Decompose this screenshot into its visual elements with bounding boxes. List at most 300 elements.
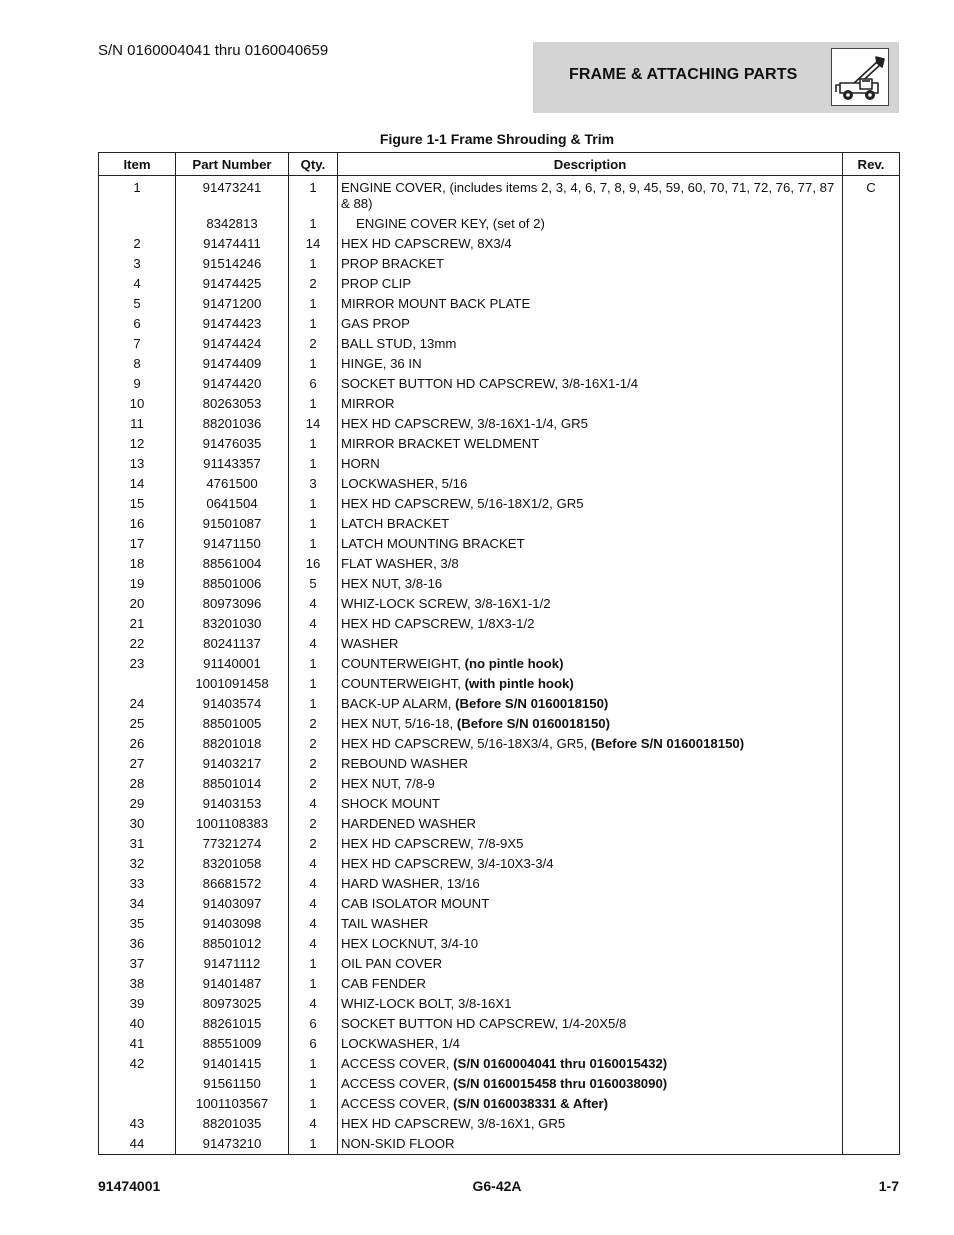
rev-cell <box>843 293 900 313</box>
table-row <box>99 633 900 653</box>
description-text: WASHER <box>341 636 399 651</box>
description-text: OIL PAN COVER <box>341 956 443 971</box>
qty-cell: 1 <box>289 393 338 413</box>
qty-cell: 4 <box>289 1113 338 1133</box>
part-number-cell: 91403097 <box>176 893 289 913</box>
table-row <box>99 1073 900 1093</box>
description-cell <box>338 613 843 633</box>
table-row <box>99 893 900 913</box>
qty-cell: 1 <box>289 953 338 973</box>
description-cell <box>338 533 843 553</box>
rev-cell <box>843 333 900 353</box>
table-row <box>99 473 900 493</box>
description-cell <box>338 1073 843 1093</box>
part-number-cell: 91471150 <box>176 533 289 553</box>
rev-cell <box>843 993 900 1013</box>
qty-cell: 3 <box>289 473 338 493</box>
description-text: HEX HD CAPSCREW, 3/4-10X3-3/4 <box>341 856 554 871</box>
part-number-cell: 80241137 <box>176 633 289 653</box>
description-cell <box>338 176 843 214</box>
table-row <box>99 533 900 553</box>
description-cell <box>338 233 843 253</box>
description-note: (with pintle hook) <box>464 676 574 691</box>
description-text: WHIZ-LOCK SCREW, 3/8-16X1-1/2 <box>341 596 551 611</box>
rev-cell <box>843 493 900 513</box>
rev-cell <box>843 753 900 773</box>
description-text: PROP BRACKET <box>341 256 445 271</box>
qty-cell: 1 <box>289 513 338 533</box>
qty-cell: 1 <box>289 253 338 273</box>
qty-cell: 1 <box>289 313 338 333</box>
item-cell: 41 <box>99 1033 176 1053</box>
description-cell <box>338 593 843 613</box>
column-header-rev: Rev. <box>843 153 900 176</box>
description-text: NON-SKID FLOOR <box>341 1136 455 1151</box>
item-cell: 27 <box>99 753 176 773</box>
rev-cell <box>843 1013 900 1033</box>
description-note: (no pintle hook) <box>464 656 564 671</box>
item-cell: 17 <box>99 533 176 553</box>
description-cell <box>338 253 843 273</box>
part-number-cell: 83201058 <box>176 853 289 873</box>
part-number-cell: 4761500 <box>176 473 289 493</box>
description-text: ACCESS COVER, <box>341 1056 454 1071</box>
part-number-cell: 91403217 <box>176 753 289 773</box>
item-cell: 28 <box>99 773 176 793</box>
table-row <box>99 613 900 633</box>
table-row <box>99 773 900 793</box>
qty-cell: 1 <box>289 1093 338 1113</box>
table-row <box>99 573 900 593</box>
rev-cell: C <box>843 176 900 214</box>
table-row <box>99 1113 900 1133</box>
part-number-cell: 88201018 <box>176 733 289 753</box>
rev-cell <box>843 553 900 573</box>
rev-cell <box>843 813 900 833</box>
item-cell: 18 <box>99 553 176 573</box>
description-cell <box>338 973 843 993</box>
description-text: HEX HD CAPSCREW, 3/8-16X1, GR5 <box>341 1116 566 1131</box>
description-text: TAIL WASHER <box>341 916 429 931</box>
description-cell <box>338 553 843 573</box>
item-cell: 5 <box>99 293 176 313</box>
description-note: (S/N 0160015458 thru 0160038090) <box>453 1076 668 1091</box>
item-cell: 23 <box>99 653 176 673</box>
part-number-cell: 91471112 <box>176 953 289 973</box>
description-cell <box>338 273 843 293</box>
rev-cell <box>843 233 900 253</box>
item-cell: 9 <box>99 373 176 393</box>
qty-cell: 1 <box>289 213 338 233</box>
description-text: BALL STUD, 13mm <box>341 336 457 351</box>
description-text: HEX LOCKNUT, 3/4-10 <box>341 936 479 951</box>
description-text: ENGINE COVER, (includes items 2, 3, 4, 6, 7, 8, 9, 45, 59, 60, 70, 71, 72, 76, 77, 87 & 88) <box>341 180 835 211</box>
table-row <box>99 413 900 433</box>
table-row <box>99 176 900 214</box>
description-note: (Before S/N 0160018150) <box>455 696 609 711</box>
part-number-cell: 91474425 <box>176 273 289 293</box>
footer-model: G6-42A <box>472 1178 522 1194</box>
description-text: FLAT WASHER, 3/8 <box>341 556 459 571</box>
description-cell <box>338 1033 843 1053</box>
table-row <box>99 913 900 933</box>
part-number-cell: 88501012 <box>176 933 289 953</box>
item-cell: 33 <box>99 873 176 893</box>
description-cell <box>338 753 843 773</box>
description-cell <box>338 1133 843 1155</box>
part-number-cell: 80973096 <box>176 593 289 613</box>
part-number-cell: 91473210 <box>176 1133 289 1155</box>
description-cell <box>338 413 843 433</box>
part-number-cell: 88261015 <box>176 1013 289 1033</box>
qty-cell: 2 <box>289 833 338 853</box>
description-text: HEX HD CAPSCREW, 1/8X3-1/2 <box>341 616 535 631</box>
qty-cell: 6 <box>289 1013 338 1033</box>
description-text: MIRROR BRACKET WELDMENT <box>341 436 540 451</box>
part-number-cell: 91471200 <box>176 293 289 313</box>
description-text: HORN <box>341 456 380 471</box>
description-text: HARDENED WASHER <box>341 816 477 831</box>
item-cell <box>99 1093 176 1113</box>
table-row <box>99 513 900 533</box>
part-number-cell: 91514246 <box>176 253 289 273</box>
column-header-item: Item <box>99 153 176 176</box>
item-cell: 6 <box>99 313 176 333</box>
rev-cell <box>843 1133 900 1155</box>
rev-cell <box>843 973 900 993</box>
part-number-cell: 88201036 <box>176 413 289 433</box>
rev-cell <box>843 853 900 873</box>
description-text: HEX NUT, 3/8-16 <box>341 576 443 591</box>
table-row <box>99 333 900 353</box>
description-cell <box>338 913 843 933</box>
part-number-cell: 91140001 <box>176 653 289 673</box>
qty-cell: 1 <box>289 176 338 214</box>
item-cell: 14 <box>99 473 176 493</box>
item-cell: 8 <box>99 353 176 373</box>
qty-cell: 1 <box>289 653 338 673</box>
description-text: GAS PROP <box>341 316 410 331</box>
table-row <box>99 553 900 573</box>
rev-cell <box>843 373 900 393</box>
description-cell <box>338 953 843 973</box>
table-row <box>99 253 900 273</box>
description-cell <box>338 493 843 513</box>
table-row <box>99 373 900 393</box>
part-number-cell: 1001103567 <box>176 1093 289 1113</box>
part-number-cell: 88501005 <box>176 713 289 733</box>
description-cell <box>338 813 843 833</box>
rev-cell <box>843 213 900 233</box>
description-note: (Before S/N 0160018150) <box>456 716 611 731</box>
qty-cell: 1 <box>289 673 338 693</box>
description-text: LOCKWASHER, 1/4 <box>341 1036 460 1051</box>
item-cell <box>99 673 176 693</box>
qty-cell: 2 <box>289 753 338 773</box>
qty-cell: 4 <box>289 613 338 633</box>
description-cell <box>338 313 843 333</box>
description-text: HARD WASHER, 13/16 <box>341 876 480 891</box>
rev-cell <box>843 913 900 933</box>
description-text: HEX NUT, 5/16-18, <box>341 716 457 731</box>
section-title: FRAME & ATTACHING PARTS <box>569 66 798 83</box>
table-row <box>99 713 900 733</box>
rev-cell <box>843 1053 900 1073</box>
qty-cell: 4 <box>289 893 338 913</box>
item-cell: 42 <box>99 1053 176 1073</box>
qty-cell: 2 <box>289 733 338 753</box>
table-row <box>99 453 900 473</box>
table-row <box>99 1093 900 1113</box>
rev-cell <box>843 1073 900 1093</box>
rev-cell <box>843 513 900 533</box>
description-text: LOCKWASHER, 5/16 <box>341 476 468 491</box>
item-cell: 2 <box>99 233 176 253</box>
item-cell <box>99 213 176 233</box>
description-text: LATCH BRACKET <box>341 516 450 531</box>
description-cell <box>338 1013 843 1033</box>
description-text: ACCESS COVER, <box>341 1096 454 1111</box>
table-row <box>99 793 900 813</box>
description-cell <box>338 853 843 873</box>
qty-cell: 4 <box>289 873 338 893</box>
item-cell: 4 <box>99 273 176 293</box>
description-text: SOCKET BUTTON HD CAPSCREW, 1/4-20X5/8 <box>341 1016 627 1031</box>
item-cell: 20 <box>99 593 176 613</box>
rev-cell <box>843 313 900 333</box>
description-text: LATCH MOUNTING BRACKET <box>341 536 525 551</box>
part-number-cell: 8342813 <box>176 213 289 233</box>
part-number-cell: 86681572 <box>176 873 289 893</box>
rev-cell <box>843 653 900 673</box>
description-note: (Before S/N 0160018150) <box>590 736 745 751</box>
qty-cell: 1 <box>289 1133 338 1155</box>
description-text: BACK-UP ALARM, <box>341 696 456 711</box>
rev-cell <box>843 833 900 853</box>
item-cell: 39 <box>99 993 176 1013</box>
rev-cell <box>843 893 900 913</box>
footer-page-number: 1-7 <box>878 1178 899 1194</box>
item-cell: 10 <box>99 393 176 413</box>
table-row <box>99 693 900 713</box>
rev-cell <box>843 673 900 693</box>
rev-cell <box>843 433 900 453</box>
part-number-cell: 0641504 <box>176 493 289 513</box>
qty-cell: 1 <box>289 353 338 373</box>
telehandler-drawing <box>832 49 888 105</box>
qty-cell: 4 <box>289 853 338 873</box>
table-row <box>99 653 900 673</box>
description-text: HEX NUT, 7/8-9 <box>341 776 435 791</box>
description-text: MIRROR MOUNT BACK PLATE <box>341 296 531 311</box>
part-number-cell: 91143357 <box>176 453 289 473</box>
qty-cell: 2 <box>289 713 338 733</box>
part-number-cell: 91403098 <box>176 913 289 933</box>
qty-cell: 2 <box>289 333 338 353</box>
description-cell <box>338 513 843 533</box>
table-row <box>99 953 900 973</box>
qty-cell: 2 <box>289 773 338 793</box>
item-cell: 34 <box>99 893 176 913</box>
description-text: COUNTERWEIGHT, <box>341 656 465 671</box>
telehandler-icon <box>831 48 889 106</box>
part-number-cell: 91474423 <box>176 313 289 333</box>
qty-cell: 5 <box>289 573 338 593</box>
description-cell <box>338 653 843 673</box>
description-cell <box>338 1113 843 1133</box>
table-row <box>99 853 900 873</box>
description-text: HINGE, 36 IN <box>341 356 422 371</box>
description-text: CAB FENDER <box>341 976 426 991</box>
description-note: (S/N 0160004041 thru 0160015432) <box>453 1056 668 1071</box>
part-number-cell: 91473241 <box>176 176 289 214</box>
item-cell: 11 <box>99 413 176 433</box>
rev-cell <box>843 533 900 553</box>
section-header <box>533 42 899 113</box>
description-cell <box>338 693 843 713</box>
part-number-cell: 88501014 <box>176 773 289 793</box>
description-text: HEX HD CAPSCREW, 5/16-18X1/2, GR5 <box>341 496 584 511</box>
qty-cell: 16 <box>289 553 338 573</box>
part-number-cell: 88201035 <box>176 1113 289 1133</box>
serial-range: S/N 0160004041 thru 0160040659 <box>98 42 329 59</box>
qty-cell: 4 <box>289 633 338 653</box>
rev-cell <box>843 693 900 713</box>
table-row <box>99 1053 900 1073</box>
part-number-cell: 91474411 <box>176 233 289 253</box>
description-cell <box>338 1093 843 1113</box>
part-number-cell: 91401415 <box>176 1053 289 1073</box>
qty-cell: 1 <box>289 1073 338 1093</box>
table-row <box>99 393 900 413</box>
description-text: PROP CLIP <box>341 276 412 291</box>
description-text: SOCKET BUTTON HD CAPSCREW, 3/8-16X1-1/4 <box>341 376 639 391</box>
description-cell <box>338 633 843 653</box>
qty-cell: 14 <box>289 413 338 433</box>
table-row <box>99 353 900 373</box>
table-row <box>99 1033 900 1053</box>
table-row <box>99 293 900 313</box>
part-number-cell: 91474420 <box>176 373 289 393</box>
part-number-cell: 91476035 <box>176 433 289 453</box>
rev-cell <box>843 1113 900 1133</box>
description-cell <box>338 733 843 753</box>
description-cell <box>338 873 843 893</box>
qty-cell: 4 <box>289 593 338 613</box>
item-cell: 43 <box>99 1113 176 1133</box>
item-cell: 30 <box>99 813 176 833</box>
rev-cell <box>843 273 900 293</box>
item-cell: 26 <box>99 733 176 753</box>
qty-cell: 1 <box>289 693 338 713</box>
table-row <box>99 313 900 333</box>
description-text: CAB ISOLATOR MOUNT <box>341 896 490 911</box>
rev-cell <box>843 713 900 733</box>
part-number-cell: 1001108383 <box>176 813 289 833</box>
column-header-part-number: Part Number <box>176 153 289 176</box>
qty-cell: 14 <box>289 233 338 253</box>
table-row <box>99 673 900 693</box>
part-number-cell: 88551009 <box>176 1033 289 1053</box>
qty-cell: 1 <box>289 973 338 993</box>
description-cell <box>338 573 843 593</box>
description-cell <box>338 353 843 373</box>
description-text: ENGINE COVER KEY, (set of 2) <box>356 216 545 231</box>
qty-cell: 2 <box>289 813 338 833</box>
description-cell <box>338 473 843 493</box>
item-cell: 25 <box>99 713 176 733</box>
rev-cell <box>843 613 900 633</box>
part-number-cell: 91403153 <box>176 793 289 813</box>
qty-cell: 4 <box>289 933 338 953</box>
qty-cell: 1 <box>289 1053 338 1073</box>
rev-cell <box>843 873 900 893</box>
item-cell: 21 <box>99 613 176 633</box>
item-cell: 3 <box>99 253 176 273</box>
part-number-cell: 91561150 <box>176 1073 289 1093</box>
table-row <box>99 833 900 853</box>
rev-cell <box>843 593 900 613</box>
item-cell: 16 <box>99 513 176 533</box>
item-cell: 31 <box>99 833 176 853</box>
qty-cell: 6 <box>289 373 338 393</box>
rev-cell <box>843 413 900 433</box>
description-cell <box>338 793 843 813</box>
description-cell <box>338 213 843 233</box>
description-cell <box>338 773 843 793</box>
qty-cell: 2 <box>289 273 338 293</box>
table-row <box>99 213 900 233</box>
item-cell: 24 <box>99 693 176 713</box>
rev-cell <box>843 733 900 753</box>
item-cell <box>99 1073 176 1093</box>
item-cell: 35 <box>99 913 176 933</box>
qty-cell: 4 <box>289 993 338 1013</box>
description-text: COUNTERWEIGHT, <box>341 676 465 691</box>
description-text: HEX HD CAPSCREW, 7/8-9X5 <box>341 836 524 851</box>
description-cell <box>338 893 843 913</box>
description-cell <box>338 293 843 313</box>
item-cell: 15 <box>99 493 176 513</box>
item-cell: 1 <box>99 176 176 214</box>
item-cell: 12 <box>99 433 176 453</box>
table-row <box>99 273 900 293</box>
table-row <box>99 873 900 893</box>
part-number-cell: 91403574 <box>176 693 289 713</box>
item-cell: 37 <box>99 953 176 973</box>
rev-cell <box>843 1033 900 1053</box>
item-cell: 19 <box>99 573 176 593</box>
table-row <box>99 753 900 773</box>
table-row <box>99 493 900 513</box>
qty-cell: 1 <box>289 293 338 313</box>
part-number-cell: 77321274 <box>176 833 289 853</box>
table-row <box>99 993 900 1013</box>
description-cell <box>338 993 843 1013</box>
parts-table <box>98 152 900 1155</box>
part-number-cell: 88501006 <box>176 573 289 593</box>
rev-cell <box>843 573 900 593</box>
table-row <box>99 1133 900 1155</box>
qty-cell: 1 <box>289 493 338 513</box>
part-number-cell: 83201030 <box>176 613 289 633</box>
column-header-description: Description <box>338 153 843 176</box>
table-header-row <box>99 153 900 176</box>
item-cell: 29 <box>99 793 176 813</box>
description-text: WHIZ-LOCK BOLT, 3/8-16X1 <box>341 996 512 1011</box>
table-row <box>99 733 900 753</box>
item-cell: 13 <box>99 453 176 473</box>
